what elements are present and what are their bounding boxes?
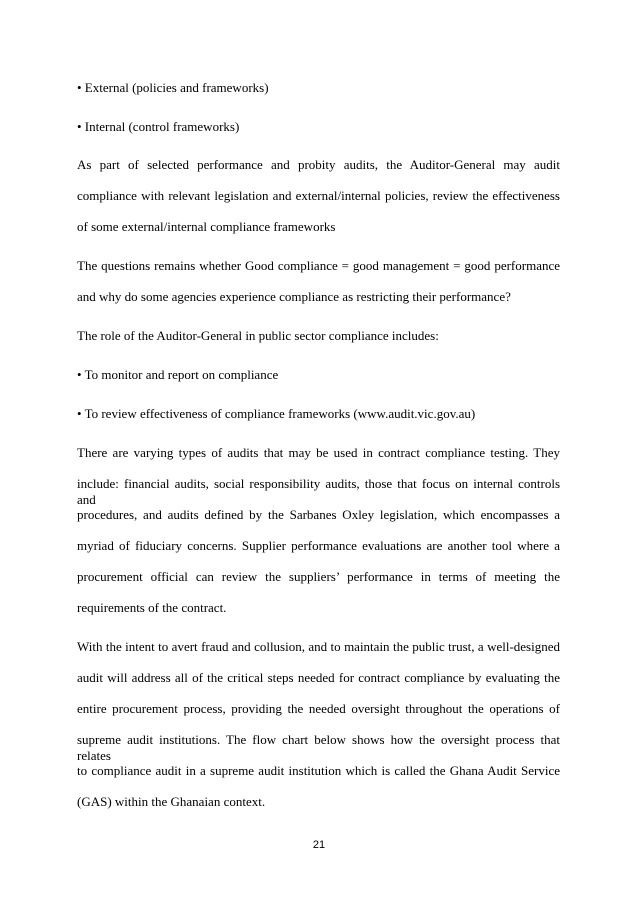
paragraph-line: As part of selected performance and probity audits, the Auditor-General may audit: [77, 157, 560, 172]
paragraph-line: requirements of the contract.: [77, 600, 227, 615]
page-number: 21: [312, 839, 326, 851]
paragraph-line: compliance with relevant legislation and external/internal policies, review the effectiveness: [77, 188, 560, 203]
paragraph-line: procedures, and audits defined by the Sarbanes Oxley legislation, which encompasses a: [77, 507, 560, 522]
bullet-monitor: • To monitor and report on compliance: [77, 367, 279, 382]
paragraph-line: The role of the Auditor-General in public sector compliance includes:: [77, 328, 439, 343]
paragraph-line: supreme audit institutions. The flow chart below shows how the oversight process that relates: [77, 732, 560, 763]
paragraph-line: include: financial audits, social responsibility audits, those that focus on internal controls and: [77, 476, 560, 507]
paragraph-line: With the intent to avert fraud and collusion, and to maintain the public trust, a well-designed: [77, 639, 560, 654]
paragraph-line: procurement official can review the suppliers’ performance in terms of meeting the: [77, 569, 560, 584]
bullet-internal: • Internal (control frameworks): [77, 119, 240, 134]
paragraph-line: entire procurement process, providing the needed oversight throughout the operations of: [77, 701, 560, 716]
bullet-external: • External (policies and frameworks): [77, 80, 269, 95]
paragraph-line: to compliance audit in a supreme audit institution which is called the Ghana Audit Service: [77, 763, 560, 778]
bullet-review: • To review effectiveness of compliance frameworks (www.audit.vic.gov.au): [77, 406, 476, 421]
paragraph-line: of some external/internal compliance frameworks: [77, 219, 336, 234]
paragraph-line: There are varying types of audits that may be used in contract compliance testing. They: [77, 445, 560, 460]
paragraph-line: The questions remains whether Good compliance = good management = good performance: [77, 258, 560, 273]
paragraph-line: and why do some agencies experience compliance as restricting their performance?: [77, 289, 511, 304]
paragraph-line: audit will address all of the critical steps needed for contract compliance by evaluating the: [77, 670, 560, 685]
paragraph-line: (GAS) within the Ghanaian context.: [77, 794, 266, 809]
paragraph-line: myriad of fiduciary concerns. Supplier performance evaluations are another tool where a: [77, 538, 560, 553]
